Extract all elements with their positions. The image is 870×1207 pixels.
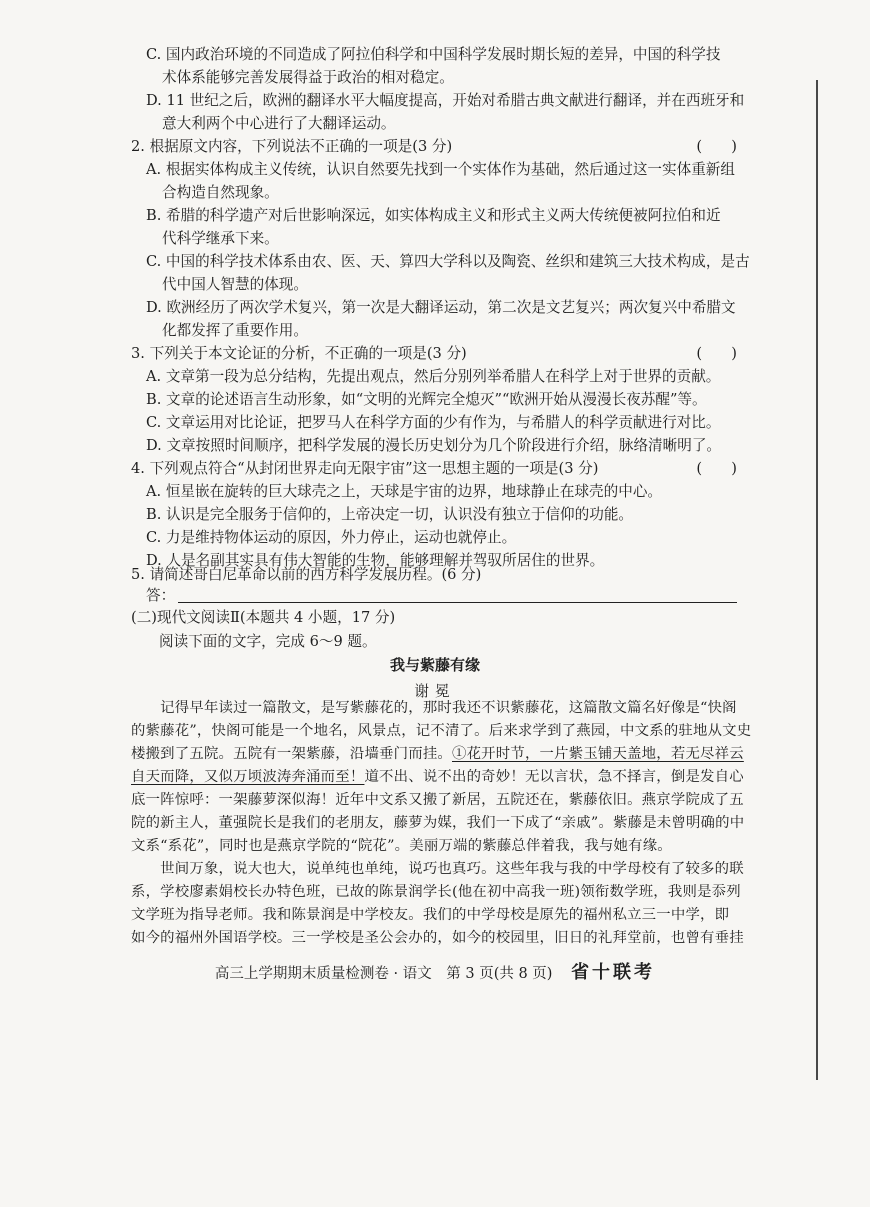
article-line-3 (131, 743, 744, 765)
article-line-4 (131, 766, 744, 788)
q2-row (131, 136, 737, 158)
q2-answer-paren: ( ) (696, 138, 737, 155)
section2-instruction: 阅读下面的文字，完成 6～9 题。 (159, 633, 377, 650)
article-line-9: 系，学校廖素娟校长办特色班，已故的陈景润学长(他在初中高我一班)领衔数学班，我则是忝列 (131, 884, 741, 900)
q3-option-b: B. 文章的论述语言生动形象，如“文明的光辉完全熄灭”“欧洲开始从漫漫长夜苏醒”等。 (146, 391, 707, 408)
q1-option-c-line1: C. 国内政治环境的不同造成了阿拉伯科学和中国科学发展时期长短的差异，中国的科学技 (146, 46, 721, 63)
q3-option-c: C. 文章运用对比论证，把罗马人在科学方面的少有作为，与希腊人的科学贡献进行对比。 (146, 414, 721, 431)
article-line-8: 世间万象，说大也大，说单纯也单纯，说巧也真巧。这些年我与我的中学母校有了较多的联 (131, 861, 744, 877)
q3-option-d: D. 文章按照时间顺序，把科学发展的漫长历史划分为几个阶段进行介绍，脉络清晰明了。 (146, 437, 722, 454)
q2-option-d-line1: D. 欧洲经历了两次学术复兴，第一次是大翻译运动，第二次是文艺复兴；两次复兴中希腊文 (146, 299, 736, 316)
article-line-5: 底一阵惊呼：一架藤萝深似海！近年中文系又搬了新居，五院还在，紫藤依旧。燕京学院成了五 (131, 792, 744, 808)
q4-answer-paren: ( ) (696, 460, 737, 477)
q2-option-b-line1: B. 希腊的科学遗产对后世影响深远，如实体构成主义和形式主义两大传统便被阿拉伯和近 (146, 207, 721, 224)
q2-option-a-line2: 合构造自然现象。 (162, 184, 279, 201)
q2-stem: 2. 根据原文内容，下列说法不正确的一项是(3 分) (131, 138, 453, 155)
underlined-sentence-1: ①花开时节，一片紫玉铺天盖地，若无尽祥云 (452, 746, 744, 762)
q4-option-d: D. 人是名副其实具有伟大智能的生物，能够理解并驾驭所居住的世界。 (146, 552, 605, 569)
q4-row (131, 458, 737, 480)
page-edge-line (816, 80, 818, 1080)
q5-answer-line[interactable] (178, 602, 737, 603)
article-line-7: 文系“系花”，同时也是燕京学院的“院花”。美丽万端的紫藤总伴着我，我与她有缘。 (131, 838, 672, 854)
article-line-1: 记得早年读过一篇散文，是写紫藤花的，那时我还不识紫藤花，这篇散文篇名好像是“快阁 (131, 700, 737, 716)
page-footer (0, 958, 870, 984)
article-title: 我与紫藤有缘 (389, 656, 480, 674)
footer-text: 高三上学期期末质量检测卷 · 语文 第 3 页(共 8 页) (214, 966, 553, 982)
q4-option-a: A. 恒星嵌在旋转的巨大球壳之上，天球是宇宙的边界，地球静止在球壳的中心。 (146, 483, 663, 500)
q3-stem: 3. 下列关于本文论证的分析，不正确的一项是(3 分) (131, 345, 467, 362)
q4-option-b: B. 认识是完全服务于信仰的，上帝决定一切，认识没有独立于信仰的功能。 (146, 506, 634, 523)
q1-option-d-line2: 意大利两个中心进行了大翻译运动。 (162, 115, 396, 132)
article-line-4-plain: 道不出、说不出的奇妙！无以言状，急不择言，倒是发自心 (364, 769, 744, 785)
q5-answer-label: 答： (146, 587, 176, 604)
q2-option-b-line2: 代科学继承下来。 (162, 230, 279, 247)
article-line-2: 的紫藤花”，快阁可能是一个地名，风景点，记不清了。后来求学到了燕园，中文系的驻地从文史 (131, 723, 752, 739)
q3-row (131, 343, 737, 365)
article-author: 谢冕 (414, 683, 456, 700)
q2-option-c-line1: C. 中国的科学技术体系由农、医、天、算四大学科以及陶瓷、丝织和建筑三大技术构成，是古 (146, 253, 750, 270)
q4-option-c: C. 力是维持物体运动的原因，外力停止，运动也就停止。 (146, 529, 517, 546)
q1-option-c-line2: 术体系能够完善发展得益于政治的相对稳定。 (162, 69, 454, 86)
article-line-3-plain: 楼搬到了五院。五院有一架紫藤，沿墙垂门而挂。 (131, 746, 452, 762)
q5-stem: 5. 请简述哥白尼革命以前的西方科学发展历程。(6 分) (131, 566, 482, 583)
section2-heading: (二)现代文阅读Ⅱ(本题共 4 小题，17 分) (131, 609, 396, 626)
article-line-11: 如今的福州外国语学校。三一学校是圣公会办的，如今的校园里，旧日的礼拜堂前，也曾有垂挂 (131, 930, 744, 946)
q3-answer-paren: ( ) (696, 345, 737, 362)
q2-option-c-line2: 代中国人智慧的体现。 (162, 276, 308, 293)
underlined-sentence-1-cont: 自天而降，又似万顷波涛奔涌而至！ (131, 769, 365, 785)
article-line-10: 文学班为指导老师。我和陈景润是中学校友。我们的中学母校是原先的福州私立三一中学，即 (131, 907, 730, 923)
q2-option-a-line1: A. 根据实体构成主义传统，认识自然要先找到一个实体作为基础，然后通过这一实体重新组 (146, 161, 735, 178)
q2-option-d-line2: 化都发挥了重要作用。 (162, 322, 308, 339)
q1-option-d-line1: D. 11 世纪之后，欧洲的翻译水平大幅度提高，开始对希腊古典文献进行翻译，并在西班牙和 (146, 92, 745, 109)
article-line-6: 院的新主人，董强院长是我们的老朋友，藤萝为媒，我们一下成了“亲戚”。紫藤是未曾明确的中 (131, 815, 745, 831)
q4-stem: 4. 下列观点符合“从封闭世界走向无限宇宙”这一思想主题的一项是(3 分) (131, 460, 599, 477)
q3-option-a: A. 文章第一段为总分结构，先提出观点，然后分别列举希腊人在科学上对于世界的贡献。 (146, 368, 721, 385)
brand-logo-text: 省十联考 (571, 962, 656, 983)
